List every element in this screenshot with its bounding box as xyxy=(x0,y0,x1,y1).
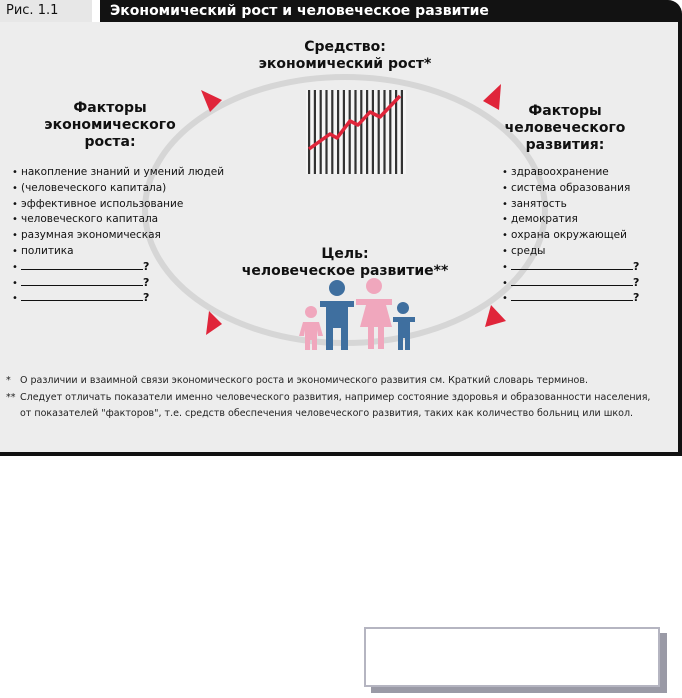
growth-chart-bar xyxy=(320,90,322,174)
growth-chart-bar xyxy=(308,90,310,174)
growth-chart-bar xyxy=(366,90,368,174)
list-item: • политика xyxy=(12,244,247,260)
figure-header xyxy=(0,0,682,22)
human-factors-list xyxy=(502,165,652,307)
goal-label: Цель: xyxy=(321,246,369,262)
growth-chart-bar xyxy=(354,90,356,174)
footnotes xyxy=(6,373,652,423)
means-heading xyxy=(240,39,450,73)
growth-chart-bar xyxy=(337,90,339,174)
panel-border-bottom xyxy=(0,452,682,456)
blank-mark: ? xyxy=(143,259,150,273)
blank-line xyxy=(21,260,143,270)
blank-line xyxy=(21,291,143,301)
growth-chart-bar xyxy=(314,90,316,174)
blank-line xyxy=(511,291,633,301)
list-item: • накопление знаний и умений людей xyxy=(12,165,247,181)
list-item: • здравоохранение xyxy=(502,165,652,181)
growth-chart-bar xyxy=(372,90,374,174)
footnote-mark: * xyxy=(6,375,11,386)
economic-factors-list xyxy=(12,165,247,307)
footnote-text: О различии и взаимной связи экономического роста и экономического развития см. Краткий словарь терминов. xyxy=(20,375,588,386)
blank-mark: ? xyxy=(143,291,150,305)
list-item: • разумная экономическая xyxy=(12,228,247,244)
growth-chart-bar xyxy=(389,90,391,174)
blank-line xyxy=(511,276,633,286)
figure-title: Экономический рост и человеческое развитие xyxy=(100,0,682,22)
blank-list-item xyxy=(12,260,247,276)
footnote xyxy=(6,373,652,390)
list-item: • демократия xyxy=(502,212,652,228)
growth-chart-bar xyxy=(383,90,385,174)
goal-value: человеческое развитие** xyxy=(241,263,449,279)
growth-chart-bar xyxy=(331,90,333,174)
growth-chart-icon xyxy=(306,90,406,174)
blank-line xyxy=(511,260,633,270)
blank-list-item xyxy=(12,276,247,292)
footnote xyxy=(6,390,652,423)
growth-chart-bar xyxy=(360,90,362,174)
list-item: • (человеческого капитала) xyxy=(12,181,247,197)
list-item: • система образования xyxy=(502,181,652,197)
human-factors-heading: Факторы человеческого развития: xyxy=(504,103,626,153)
footnote-mark: ** xyxy=(6,391,16,403)
panel-border-right xyxy=(678,22,682,456)
cycle-arrow-icon xyxy=(485,305,506,327)
list-item: • эффективное использование xyxy=(12,197,247,213)
list-item: • человеческого капитала xyxy=(12,212,247,228)
blank-mark: ? xyxy=(633,259,640,273)
growth-chart-bar xyxy=(325,90,327,174)
list-item: • занятость xyxy=(502,197,652,213)
blank-line xyxy=(21,276,143,286)
growth-chart-bar xyxy=(378,90,380,174)
goal-heading xyxy=(235,246,455,280)
list-item: • среды xyxy=(502,244,652,260)
means-label: Средство: xyxy=(304,39,386,55)
list-item: • охрана окружающей xyxy=(502,228,652,244)
economic-factors-heading: Факторы экономического роста: xyxy=(44,100,176,150)
blank-list-item xyxy=(502,260,652,276)
blank-mark: ? xyxy=(143,275,150,289)
blank-list-item xyxy=(502,276,652,292)
means-value: экономический рост* xyxy=(258,56,432,72)
growth-chart-bar xyxy=(401,90,403,174)
blank-mark: ? xyxy=(633,291,640,305)
growth-chart-bar xyxy=(349,90,351,174)
blank-list-item xyxy=(12,291,247,307)
figure-number: Рис. 1.1 xyxy=(0,0,96,22)
blank-list-item xyxy=(502,291,652,307)
footnote-text: Следует отличать показатели именно человеческого развития, например состояние здоровья и образованности населения, от показателей "факторов", т.е. средств обеспечения человеческого развития, таких как количество больниц или школ. xyxy=(20,391,651,419)
empty-box xyxy=(364,627,660,687)
blank-mark: ? xyxy=(633,275,640,289)
